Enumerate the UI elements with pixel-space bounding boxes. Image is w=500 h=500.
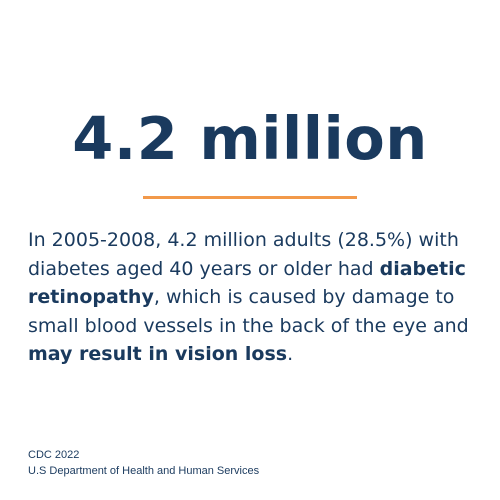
source-line-department: U.S Department of Health and Human Services (28, 465, 260, 477)
body-text-part-3: . (287, 343, 294, 365)
emphasis-vision-loss: may result in vision loss (28, 343, 288, 365)
body-text-part-2: , which is caused by damage to small blood vessels in the back of the eye and (28, 286, 469, 337)
body-text-part-1: In 2005-2008, 4.2 million adults (28.5%) with diabetes aged 40 years or older had (28, 229, 459, 280)
source-citation (28, 447, 259, 479)
orange-divider (143, 196, 357, 199)
body-paragraph (28, 226, 478, 369)
source-line-cdc: CDC 2022 (28, 449, 80, 461)
headline-statistic: 4.2 million (72, 104, 428, 173)
emphasis-diabetic-retinopathy: diabetic retinopathy (28, 257, 466, 308)
